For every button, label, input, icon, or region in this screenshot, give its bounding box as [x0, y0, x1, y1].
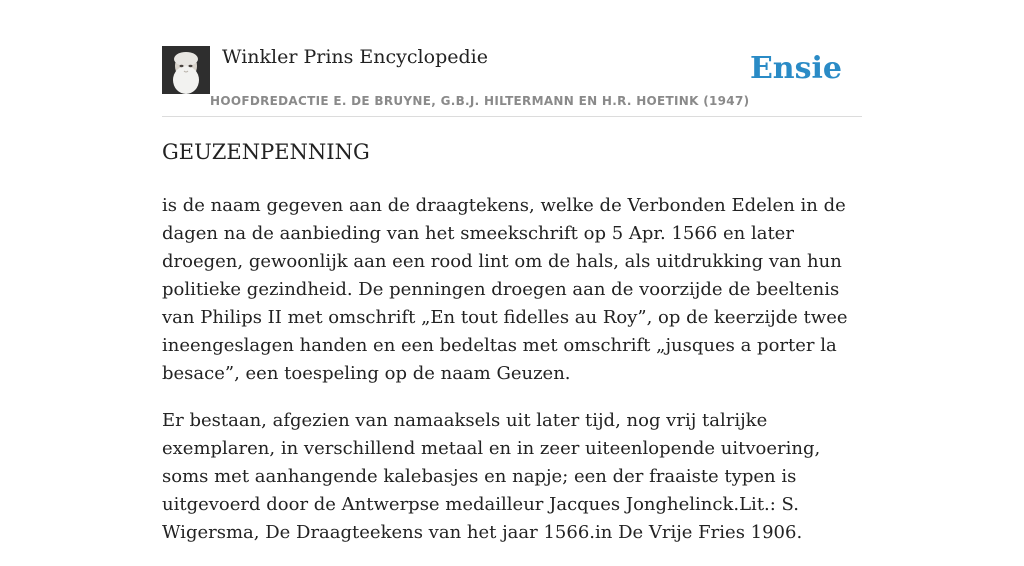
article-title: GEUZENPENNING [162, 140, 370, 164]
article-body [162, 192, 862, 566]
article-paragraph: Er bestaan, afgezien van namaaksels uit later tijd, nog vrij talrijke exemplaren, in verschillend metaal en in zeer uiteenlopende uitvoering, soms met aanhangende kalebasjes en napje; een der fraaiste typen is uitgevoerd door de Antwerpse medailleur Jacques Jonghelinck.Lit.: S. Wigersma, De Draagteekens van het jaar 1566.in De Vrije Fries 1906. [162, 410, 821, 543]
site-title[interactable]: Winkler Prins Encyclopedie [222, 46, 488, 68]
header [162, 46, 862, 117]
avatar[interactable] [162, 46, 210, 94]
article-paragraph: is de naam gegeven aan de draagtekens, welke de Verbonden Edelen in de dagen na de aanbieding van het smeekschrift op 5 Apr. 1566 en later droegen, gewoonlijk aan een rood lint om de hals, als uitdrukking van hun politieke gezindheid. De penningen droegen aan de voorzijde de beeltenis van Philips II met omschrift „En tout fidelles au Roy”, op de keerzijde twee ineengeslagen handen en een bedeltas met omschrift „jusques a porter la besace”, een toespeling op de naam Geuzen. [162, 195, 848, 384]
bearded-man-portrait-icon [162, 46, 210, 94]
brand-logo[interactable]: Ensie [749, 51, 842, 86]
editors-line: HOOFDREDACTIE E. DE BRUYNE, G.B.J. HILTERMANN EN H.R. HOETINK (1947) [210, 94, 750, 108]
